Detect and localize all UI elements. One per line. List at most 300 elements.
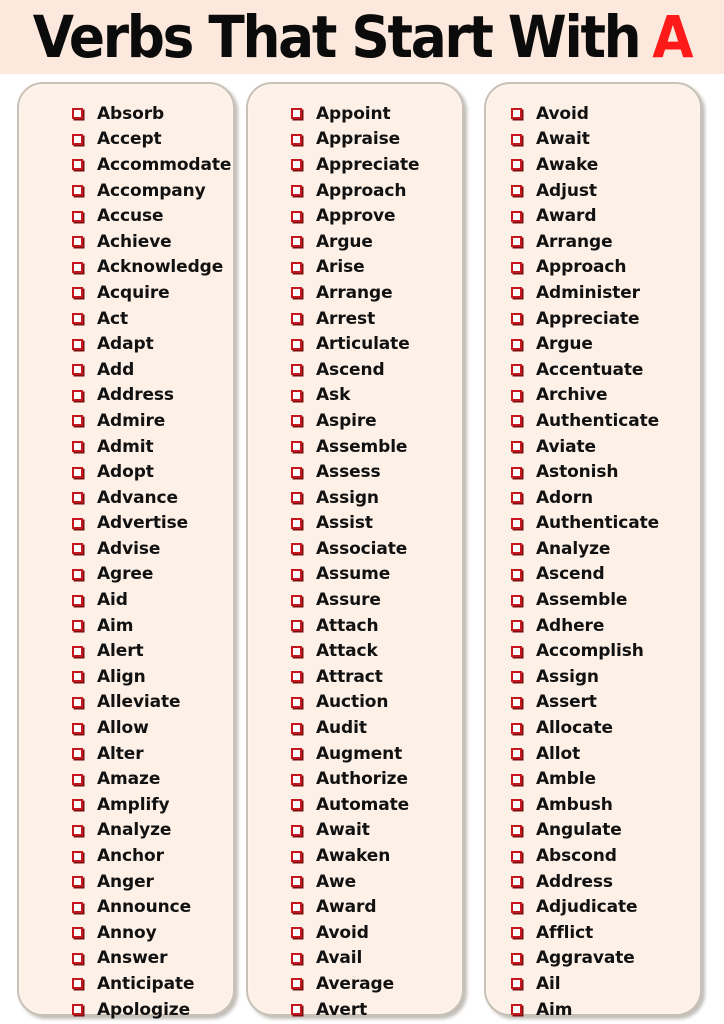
verb-label: Avert xyxy=(316,999,368,1020)
list-item xyxy=(291,101,462,127)
list-item xyxy=(72,357,233,383)
list-item xyxy=(291,894,462,920)
verb-label: Arrange xyxy=(536,231,613,252)
verb-label: Angulate xyxy=(536,820,622,841)
verb-label: Aviate xyxy=(536,436,596,457)
checkbox-icon xyxy=(72,211,83,222)
checkbox-icon xyxy=(72,723,83,734)
list-item xyxy=(291,485,462,511)
list-item xyxy=(72,946,233,972)
verb-label: Associate xyxy=(316,538,408,559)
checkbox-icon xyxy=(291,697,302,708)
verb-label: Anchor xyxy=(97,846,164,867)
list-item xyxy=(72,203,233,229)
verb-label: Advise xyxy=(97,538,161,559)
verb-list xyxy=(486,101,700,1022)
verb-label: Auction xyxy=(316,692,389,713)
verb-column-1 xyxy=(17,82,235,1020)
checkbox-icon xyxy=(72,748,83,759)
verb-label: Assign xyxy=(536,666,599,687)
checkbox-icon xyxy=(511,159,522,170)
verb-label: Accentuate xyxy=(536,359,644,380)
verb-label: Automate xyxy=(316,794,410,815)
verb-label: Allot xyxy=(536,743,581,764)
list-item xyxy=(511,894,700,920)
list-item xyxy=(511,741,700,767)
list-item xyxy=(291,357,462,383)
verb-label: Alleviate xyxy=(97,692,181,713)
verb-label: Alert xyxy=(97,641,144,662)
checkbox-icon xyxy=(511,339,522,350)
list-item xyxy=(511,178,700,204)
list-item xyxy=(72,741,233,767)
checkbox-icon xyxy=(511,1004,522,1015)
checkbox-icon xyxy=(511,518,522,529)
checkbox-icon xyxy=(291,364,302,375)
checkbox-icon xyxy=(72,569,83,580)
checkbox-icon xyxy=(291,595,302,606)
checkbox-icon xyxy=(511,492,522,503)
list-item xyxy=(291,306,462,332)
list-item xyxy=(72,997,233,1023)
list-item xyxy=(511,459,700,485)
list-item xyxy=(511,971,700,997)
list-item xyxy=(72,536,233,562)
checkbox-icon xyxy=(72,467,83,478)
list-item xyxy=(72,613,233,639)
list-item xyxy=(291,562,462,588)
verb-label: Allow xyxy=(97,718,149,739)
list-item xyxy=(72,485,233,511)
checkbox-icon xyxy=(72,799,83,810)
list-item xyxy=(511,818,700,844)
list-item xyxy=(72,152,233,178)
verb-label: Augment xyxy=(316,743,403,764)
verb-label: Analyze xyxy=(97,820,172,841)
verb-label: Adorn xyxy=(536,487,593,508)
verb-label: Aggravate xyxy=(536,948,635,969)
checkbox-icon xyxy=(291,134,302,145)
verb-label: Align xyxy=(97,666,146,687)
verb-label: Administer xyxy=(536,282,640,303)
list-item xyxy=(511,613,700,639)
verb-label: Assess xyxy=(316,462,381,483)
checkbox-icon xyxy=(511,134,522,145)
list-item xyxy=(291,280,462,306)
checkbox-icon xyxy=(511,569,522,580)
checkbox-icon xyxy=(72,262,83,273)
verb-label: Avoid xyxy=(316,922,369,943)
checkbox-icon xyxy=(511,723,522,734)
checkbox-icon xyxy=(511,108,522,119)
list-item xyxy=(511,869,700,895)
verb-label: Authenticate xyxy=(536,513,660,534)
list-item xyxy=(72,562,233,588)
verb-label: Amaze xyxy=(97,769,161,790)
list-item xyxy=(511,383,700,409)
title-banner xyxy=(0,0,724,74)
verb-label: Allocate xyxy=(536,718,613,739)
checkbox-icon xyxy=(511,774,522,785)
checkbox-icon xyxy=(72,851,83,862)
checkbox-icon xyxy=(72,441,83,452)
checkbox-icon xyxy=(291,825,302,836)
checkbox-icon xyxy=(511,825,522,836)
list-item xyxy=(72,792,233,818)
checkbox-icon xyxy=(72,518,83,529)
verb-label: Ascend xyxy=(536,564,605,585)
checkbox-icon xyxy=(291,262,302,273)
checkbox-icon xyxy=(291,953,302,964)
verb-label: Address xyxy=(536,871,613,892)
checkbox-icon xyxy=(72,313,83,324)
list-item xyxy=(511,587,700,613)
list-item xyxy=(291,434,462,460)
verb-label: Adopt xyxy=(97,462,154,483)
verb-label: Accept xyxy=(97,129,162,150)
list-item xyxy=(291,613,462,639)
list-item xyxy=(291,920,462,946)
checkbox-icon xyxy=(511,313,522,324)
list-item xyxy=(511,792,700,818)
verb-label: Appreciate xyxy=(536,308,640,329)
checkbox-icon xyxy=(291,492,302,503)
checkbox-icon xyxy=(72,185,83,196)
checkbox-icon xyxy=(511,671,522,682)
verb-label: Avoid xyxy=(536,103,589,124)
checkbox-icon xyxy=(291,441,302,452)
list-item xyxy=(511,255,700,281)
verb-label: Audit xyxy=(316,718,367,739)
list-item xyxy=(291,331,462,357)
list-item xyxy=(72,971,233,997)
verb-label: Appoint xyxy=(316,103,391,124)
verb-label: Arrest xyxy=(316,308,376,329)
checkbox-icon xyxy=(72,159,83,170)
list-item xyxy=(511,766,700,792)
verb-label: Avail xyxy=(316,948,363,969)
checkbox-icon xyxy=(72,927,83,938)
list-item xyxy=(291,203,462,229)
verb-label: Advertise xyxy=(97,513,189,534)
list-item xyxy=(72,101,233,127)
verb-label: Ail xyxy=(536,973,561,994)
list-item xyxy=(72,434,233,460)
verb-label: Announce xyxy=(97,897,192,918)
list-item xyxy=(72,280,233,306)
list-item xyxy=(72,306,233,332)
list-item xyxy=(72,383,233,409)
verb-label: Ask xyxy=(316,385,351,406)
checkbox-icon xyxy=(511,185,522,196)
verb-label: Attach xyxy=(316,615,379,636)
list-item xyxy=(511,715,700,741)
list-item xyxy=(72,766,233,792)
list-item xyxy=(72,255,233,281)
checkbox-icon xyxy=(291,467,302,478)
checkbox-icon xyxy=(511,287,522,298)
verb-label: Awake xyxy=(536,154,599,175)
list-item xyxy=(511,101,700,127)
list-item xyxy=(291,766,462,792)
checkbox-icon xyxy=(511,902,522,913)
list-item xyxy=(291,383,462,409)
verb-label: Agree xyxy=(97,564,154,585)
list-item xyxy=(291,792,462,818)
verb-label: Argue xyxy=(536,334,593,355)
checkbox-icon xyxy=(511,595,522,606)
list-item xyxy=(291,152,462,178)
verb-label: Ambush xyxy=(536,794,613,815)
verb-label: Assert xyxy=(536,692,597,713)
list-item xyxy=(511,152,700,178)
verb-column-3 xyxy=(484,82,702,1020)
verb-label: Approach xyxy=(536,257,627,278)
list-item xyxy=(291,536,462,562)
checkbox-icon xyxy=(291,159,302,170)
verb-label: Awe xyxy=(316,871,357,892)
checkbox-icon xyxy=(72,646,83,657)
verb-label: Afflict xyxy=(536,922,594,943)
checkbox-icon xyxy=(291,671,302,682)
checkbox-icon xyxy=(72,876,83,887)
checkbox-icon xyxy=(291,1004,302,1015)
checkbox-icon xyxy=(511,646,522,657)
verb-label: Accompany xyxy=(97,180,206,201)
verb-label: Astonish xyxy=(536,462,619,483)
checkbox-icon xyxy=(72,978,83,989)
verb-label: Adjudicate xyxy=(536,897,638,918)
checkbox-icon xyxy=(72,287,83,298)
list-item xyxy=(511,920,700,946)
list-item xyxy=(291,127,462,153)
verb-label: Assist xyxy=(316,513,373,534)
list-item xyxy=(72,690,233,716)
verb-label: Amplify xyxy=(97,794,170,815)
list-item xyxy=(291,741,462,767)
list-item xyxy=(291,255,462,281)
verb-label: Admire xyxy=(97,410,166,431)
list-item xyxy=(72,894,233,920)
checkbox-icon xyxy=(291,390,302,401)
checkbox-icon xyxy=(72,364,83,375)
verb-label: Apologize xyxy=(97,999,191,1020)
checkbox-icon xyxy=(511,697,522,708)
verb-label: Admit xyxy=(97,436,154,457)
verb-label: Awaken xyxy=(316,846,391,867)
verb-label: Alter xyxy=(97,743,144,764)
list-item xyxy=(72,178,233,204)
checkbox-icon xyxy=(511,876,522,887)
checkbox-icon xyxy=(291,927,302,938)
verb-label: Amble xyxy=(536,769,596,790)
checkbox-icon xyxy=(291,339,302,350)
checkbox-icon xyxy=(291,902,302,913)
list-item xyxy=(72,664,233,690)
list-item xyxy=(291,843,462,869)
checkbox-icon xyxy=(291,415,302,426)
checkbox-icon xyxy=(291,774,302,785)
list-item xyxy=(511,843,700,869)
list-item xyxy=(511,511,700,537)
verb-label: Attract xyxy=(316,666,383,687)
title-accent-letter: A xyxy=(652,3,692,71)
checkbox-icon xyxy=(291,518,302,529)
checkbox-icon xyxy=(511,748,522,759)
list-item xyxy=(72,920,233,946)
verb-label: Abscond xyxy=(536,846,617,867)
checkbox-icon xyxy=(291,236,302,247)
verb-label: Annoy xyxy=(97,922,157,943)
verb-label: Anticipate xyxy=(97,973,195,994)
verb-label: Assemble xyxy=(536,590,628,611)
verb-label: Aim xyxy=(536,999,573,1020)
checkbox-icon xyxy=(511,390,522,401)
checkbox-icon xyxy=(291,543,302,554)
verb-label: Authorize xyxy=(316,769,408,790)
verb-label: Accomplish xyxy=(536,641,644,662)
verb-label: Anger xyxy=(97,871,154,892)
list-item xyxy=(511,280,700,306)
checkbox-icon xyxy=(72,543,83,554)
checkbox-icon xyxy=(291,646,302,657)
checkbox-icon xyxy=(291,978,302,989)
list-item xyxy=(511,690,700,716)
verb-label: Arrange xyxy=(316,282,393,303)
verb-column-2 xyxy=(246,82,464,1020)
verb-label: Answer xyxy=(97,948,168,969)
list-item xyxy=(291,408,462,434)
list-item xyxy=(291,869,462,895)
checkbox-icon xyxy=(511,211,522,222)
list-item xyxy=(291,664,462,690)
list-item xyxy=(291,690,462,716)
checkbox-icon xyxy=(72,108,83,119)
list-item xyxy=(72,869,233,895)
list-item xyxy=(72,408,233,434)
list-item xyxy=(72,638,233,664)
checkbox-icon xyxy=(511,441,522,452)
list-item xyxy=(511,357,700,383)
checkbox-icon xyxy=(511,851,522,862)
checkbox-icon xyxy=(291,287,302,298)
list-item xyxy=(291,715,462,741)
checkbox-icon xyxy=(72,825,83,836)
list-item xyxy=(291,229,462,255)
checkbox-icon xyxy=(291,620,302,631)
checkbox-icon xyxy=(291,211,302,222)
verb-label: Await xyxy=(536,129,590,150)
verb-label: Arise xyxy=(316,257,365,278)
checkbox-icon xyxy=(72,595,83,606)
verb-label: Approve xyxy=(316,206,396,227)
verb-label: Accommodate xyxy=(97,154,232,175)
list-item xyxy=(511,664,700,690)
list-item xyxy=(291,638,462,664)
verb-label: Assume xyxy=(316,564,391,585)
list-item xyxy=(72,843,233,869)
checkbox-icon xyxy=(291,748,302,759)
list-item xyxy=(511,434,700,460)
checkbox-icon xyxy=(511,927,522,938)
title-text: Verbs That Start With xyxy=(32,3,640,71)
verb-label: Address xyxy=(97,385,174,406)
verb-label: Approach xyxy=(316,180,407,201)
checkbox-icon xyxy=(511,236,522,247)
checkbox-icon xyxy=(72,620,83,631)
list-item xyxy=(511,997,700,1023)
checkbox-icon xyxy=(291,313,302,324)
verb-label: Acknowledge xyxy=(97,257,224,278)
checkbox-icon xyxy=(72,236,83,247)
checkbox-icon xyxy=(511,543,522,554)
list-item xyxy=(511,331,700,357)
list-item xyxy=(511,127,700,153)
list-item xyxy=(72,587,233,613)
list-item xyxy=(72,331,233,357)
checkbox-icon xyxy=(291,185,302,196)
verb-label: Adapt xyxy=(97,334,154,355)
list-item xyxy=(511,229,700,255)
verb-label: Appreciate xyxy=(316,154,420,175)
checkbox-icon xyxy=(72,390,83,401)
verb-label: Aspire xyxy=(316,410,377,431)
list-item xyxy=(72,459,233,485)
list-item xyxy=(72,511,233,537)
checkbox-icon xyxy=(291,108,302,119)
list-item xyxy=(511,408,700,434)
verb-label: Aim xyxy=(97,615,134,636)
checkbox-icon xyxy=(291,876,302,887)
verb-label: Assemble xyxy=(316,436,408,457)
checkbox-icon xyxy=(72,671,83,682)
checkbox-icon xyxy=(72,953,83,964)
verb-label: Assign xyxy=(316,487,379,508)
list-item xyxy=(72,229,233,255)
verb-list xyxy=(19,101,233,1022)
list-item xyxy=(511,203,700,229)
checkbox-icon xyxy=(72,134,83,145)
list-item xyxy=(291,818,462,844)
verb-label: Award xyxy=(536,206,597,227)
checkbox-icon xyxy=(291,723,302,734)
checkbox-icon xyxy=(72,774,83,785)
verb-label: Analyze xyxy=(536,538,611,559)
verb-label: Advance xyxy=(97,487,178,508)
list-item xyxy=(511,485,700,511)
checkbox-icon xyxy=(72,902,83,913)
checkbox-icon xyxy=(511,620,522,631)
list-item xyxy=(511,306,700,332)
checkbox-icon xyxy=(291,569,302,580)
list-item xyxy=(291,946,462,972)
verb-label: Articulate xyxy=(316,334,410,355)
verb-label: Appraise xyxy=(316,129,401,150)
list-item xyxy=(72,818,233,844)
list-item xyxy=(291,178,462,204)
verb-label: Argue xyxy=(316,231,373,252)
list-item xyxy=(291,997,462,1023)
verb-label: Aid xyxy=(97,590,128,611)
verb-label: Award xyxy=(316,897,377,918)
verb-label: Authenticate xyxy=(536,410,660,431)
list-item xyxy=(511,638,700,664)
verb-label: Acquire xyxy=(97,282,170,303)
checkbox-icon xyxy=(72,697,83,708)
list-item xyxy=(291,459,462,485)
list-item xyxy=(511,946,700,972)
verb-label: Act xyxy=(97,308,129,329)
